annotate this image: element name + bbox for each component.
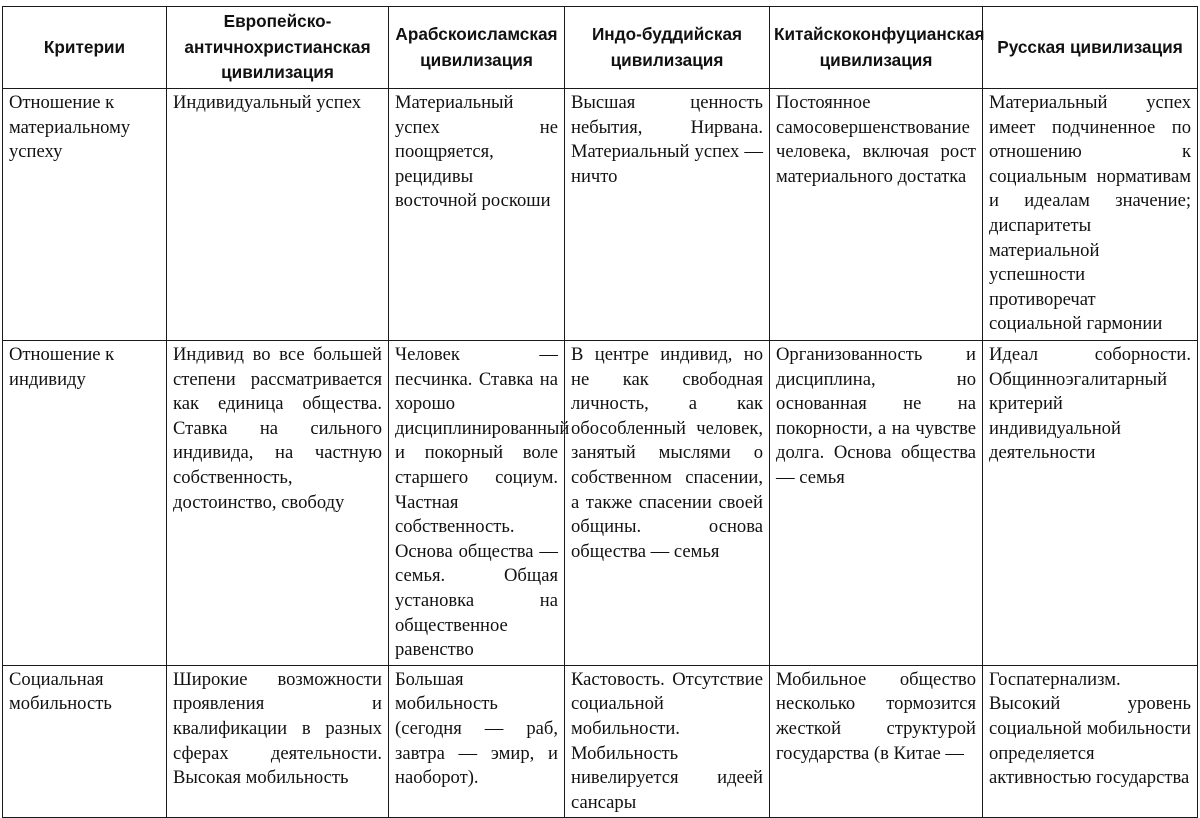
indo-cell: Высшая ценность небытия, Нирвана. Материальный успех — ничто <box>565 89 770 341</box>
criterion-cell: Отношение к индивиду <box>3 341 167 666</box>
criterion-cell: Социальная мобильность <box>3 665 167 818</box>
criterion-cell: Отношение к материальному успеху <box>3 89 167 341</box>
table-row <box>3 89 1198 341</box>
table-row <box>3 665 1198 818</box>
header-indo: Индо-буддийская цивилизация <box>565 7 770 89</box>
header-russian: Русская цивилизация <box>983 7 1198 89</box>
european-cell: Индивид во все большей степени рассматривается как единица общества. Ставка на сильного индивида, на частную собственность, достоинство, свободу <box>167 341 389 666</box>
chinese-cell: Постоянное самосовершенствование человека, включая рост материального достатка <box>770 89 983 341</box>
european-cell: Широкие возможности проявления и квалификации в разных сферах деятельности. Высокая мобильность <box>167 665 389 818</box>
arab-cell: Большая мобильность (сегодня — раб, завтра — эмир, и наоборот). <box>389 665 565 818</box>
russian-cell: Материальный успех имеет подчиненное по отношению к социальным нормативам и идеалам значение; диспаритеты материальной успешности противоречат социальной гармонии <box>983 89 1198 341</box>
russian-cell: Госпатернализм. Высокий уровень социальной мобильности определяется активностью государства <box>983 665 1198 818</box>
civilizations-comparison-table <box>2 6 1198 818</box>
arab-cell: Материальный успех не поощряется, рецидивы восточной роскоши <box>389 89 565 341</box>
header-chinese: Китайскоконфуцианская цивилизация <box>770 7 983 89</box>
table-row <box>3 341 1198 666</box>
header-criteria: Критерии <box>3 7 167 89</box>
russian-cell: Идеал соборности. Общинноэгалитарный критерий индивидуальной деятельности <box>983 341 1198 666</box>
header-row <box>3 7 1198 89</box>
indo-cell: Кастовость. Отсутствие социальной мобильности. Мобильность нивелируется идеей сансары <box>565 665 770 818</box>
header-european: Европейско-античнохристианская цивилизация <box>167 7 389 89</box>
header-arab: Арабскоисламская цивилизация <box>389 7 565 89</box>
chinese-cell: Организованность и дисциплина, но основанная не на покорности, а на чувстве долга. Основа общества — семья <box>770 341 983 666</box>
arab-cell: Человек — песчинка. Ставка на хорошо дисциплинированный и покорный воле старшего социум. Частная собственность. Основа общества — семья. Общая установка на общественное равенство <box>389 341 565 666</box>
indo-cell: В центре индивид, но не как свободная личность, а как обособленный человек, занятый мыслями о собственном спасении, а также спасении своей общины. основа общества — семья <box>565 341 770 666</box>
chinese-cell: Мобильное общество несколько тормозится жесткой структурой государства (в Китае — <box>770 665 983 818</box>
european-cell: Индивидуальный успех <box>167 89 389 341</box>
